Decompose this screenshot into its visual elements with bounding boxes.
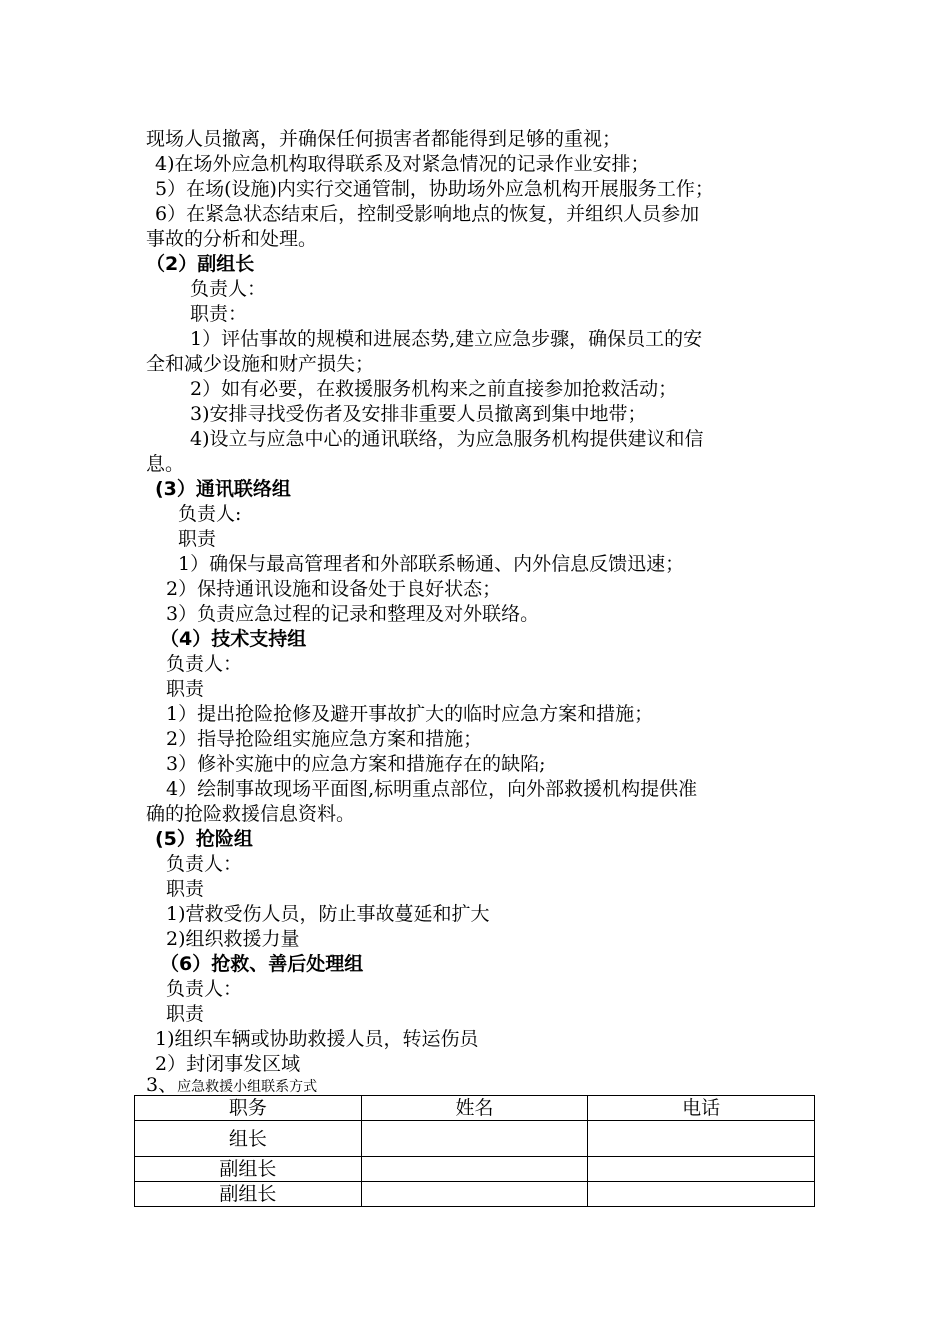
table-cell-phone — [588, 1182, 815, 1207]
table-cell-phone — [588, 1121, 815, 1157]
table-row — [135, 1121, 815, 1157]
body-text-line: 1）确保与最高管理者和外部联系畅通、内外信息反馈迅速； — [178, 553, 685, 575]
contact-table — [134, 1095, 815, 1207]
table-header-cell: 职务 — [135, 1096, 362, 1121]
table-cell-name — [361, 1182, 588, 1207]
table-cell-position: 副组长 — [135, 1182, 362, 1207]
table-cell-name — [361, 1157, 588, 1182]
body-text-line: 1）提出抢险抢修及避开事故扩大的临时应急方案和措施； — [166, 703, 654, 725]
body-text-line: 2）如有必要，在救援服务机构来之前直接参加抢救活动； — [190, 378, 678, 400]
table-header-cell: 姓名 — [361, 1096, 588, 1121]
table-caption-text: 应急救援小组联系方式 — [177, 1079, 318, 1095]
body-text-line: 负责人： — [166, 853, 243, 875]
body-text-line: 息。 — [146, 453, 185, 475]
body-text-line: 负责人： — [166, 653, 243, 675]
body-text-line: 负责人： — [190, 278, 267, 300]
section-heading: (3）通讯联络组 — [155, 478, 291, 500]
table-cell-position: 组长 — [135, 1121, 362, 1157]
table-cell-position: 副组长 — [135, 1157, 362, 1182]
body-text-line: 2）保持通讯设施和设备处于良好状态； — [166, 578, 502, 600]
body-text-line: 4)在场外应急机构取得联系及对紧急情况的记录作业安排； — [155, 153, 650, 175]
table-cell-name — [361, 1121, 588, 1157]
body-text-line: 6）在紧急状态结束后，控制受影响地点的恢复，并组织人员参加 — [155, 203, 700, 225]
section-heading: (5）抢险组 — [155, 828, 253, 850]
body-text-line: 2）指导抢险组实施应急方案和措施； — [166, 728, 483, 750]
body-text-line: 3)安排寻找受伤者及安排非重要人员撤离到集中地带； — [190, 403, 647, 425]
section-heading: （2）副组长 — [146, 253, 255, 275]
body-text-line: 职责 — [166, 678, 205, 700]
table-header-row — [135, 1096, 815, 1121]
body-text-line: 确的抢险救援信息资料。 — [146, 803, 356, 825]
body-text-line: 2)组织救援力量 — [166, 928, 300, 950]
table-cell-phone — [588, 1157, 815, 1182]
body-text-line: 1）评估事故的规模和进展态势,建立应急步骤，确保员工的安 — [190, 328, 703, 350]
body-text-line: 3）修补实施中的应急方案和措施存在的缺陷; — [166, 753, 546, 775]
body-text-line: 全和减少设施和财产损失； — [146, 353, 375, 375]
body-text-line: 职责 — [166, 1003, 205, 1025]
body-text-line: 职责： — [190, 303, 248, 325]
table-row — [135, 1182, 815, 1207]
body-text-line: 事故的分析和处理。 — [146, 228, 318, 250]
table-caption-number: 3、 — [146, 1074, 178, 1096]
body-text-line: 职责 — [166, 878, 205, 900]
body-text-line: 负责人： — [166, 978, 243, 1000]
body-text-line: 3）负责应急过程的记录和整理及对外联络。 — [166, 603, 540, 625]
body-text-line: 1)营救受伤人员，防止事故蔓延和扩大 — [166, 903, 490, 925]
body-text-line: 负责人: — [178, 503, 242, 525]
body-text-line: 职责 — [178, 528, 217, 550]
body-text-line: 2）封闭事发区域 — [155, 1053, 301, 1075]
table-header-cell: 电话 — [588, 1096, 815, 1121]
body-text-line: 4)设立与应急中心的通讯联络，为应急服务机构提供建议和信 — [190, 428, 704, 450]
table-row — [135, 1157, 815, 1182]
body-text-line: 1)组织车辆或协助救援人员，转运伤员 — [155, 1028, 479, 1050]
section-heading: （6）抢救、善后处理组 — [160, 953, 364, 975]
body-text-line: 现场人员撤离，并确保任何损害者都能得到足够的重视； — [146, 128, 622, 150]
body-text-line: 5）在场(设施)内实行交通管制，协助场外应急机构开展服务工作； — [155, 178, 714, 200]
body-text-line: 4）绘制事故现场平面图,标明重点部位，向外部救援机构提供准 — [166, 778, 698, 800]
section-heading: （4）技术支持组 — [160, 628, 307, 650]
